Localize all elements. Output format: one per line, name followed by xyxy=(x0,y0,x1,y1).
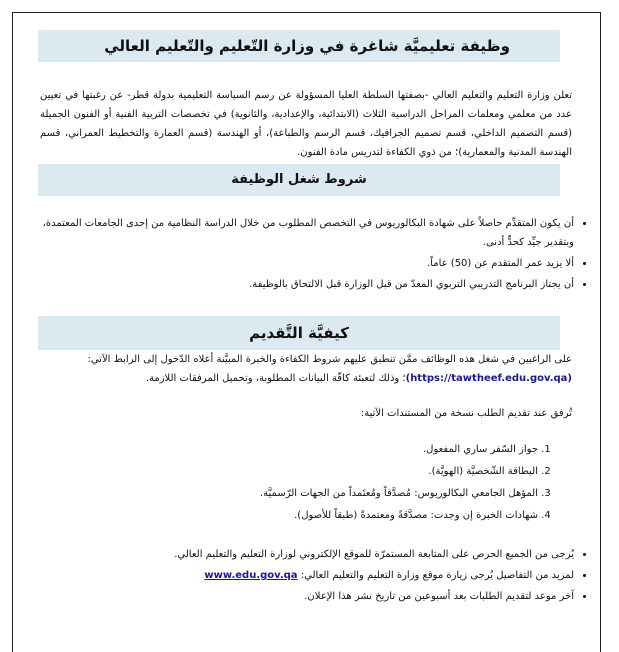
page-title: وظيفة تعليميَّة شاغرة في وزارة التّعليم والتّعليم العالي xyxy=(38,30,560,62)
requirements-list xyxy=(38,214,596,296)
note-item xyxy=(38,566,574,585)
requirement-item: • ألا يزيد عمر المتقدم عن (50) عاماً. xyxy=(38,254,574,273)
application-heading: كيفيَّة التَّقديم xyxy=(38,316,560,350)
notes-list xyxy=(38,545,596,608)
note-item: • آخر موعد لتقديم الطلبات بعد أسبوعين من تاريخ نشر هذا الإعلان. xyxy=(38,587,574,606)
application-paragraph xyxy=(40,350,572,388)
intro-paragraph: تعلن وزارة التعليم والتعليم العالي -بصفتها السلطة العليا المسؤولة عن رسم السياسة التعليمية بدولة قطر- عن رغبتها في تعيين عدد من معلمي ومعلمات المراحل الدراسية الثلاث (الابتدائية، والإعدادية، والثانوية) في تخصصات التربية الفنية أو الفنون الجميلة (قسم التصميم الداخلي، قسم تصميم الجرافيك، قسم الرسم والطباعة)، أو الهندسة (قسم العمارة والتخطيط العمراني، قسم الهندسة المدنية والمعمارية)؛ من ذوي الكفاءة لتدريس مادة الفنون. xyxy=(40,90,572,158)
document-item: 1. جواز السّفر ساري المفعول. xyxy=(38,440,538,459)
note-item: • يُرجى من الجميع الحرص على المتابعة المستمرّة للموقع الإلكتروني لوزارة التعليم والتعليم العالي. xyxy=(38,545,574,564)
edu-site-link[interactable]: www.edu.gov.qa xyxy=(204,570,298,581)
application-text: على الراغبين في شغل هذه الوظائف ممَّن تنطبق عليهم شروط الكفاءة والخبرة المبيَّنة أعلاه الدّخول إلى الرابط الآتي: xyxy=(87,354,572,365)
tawtheef-link[interactable]: (https://tawtheef.edu.gov.qa) xyxy=(405,373,572,384)
requirement-item: • أن يجتاز البرنامج التدريبي التربوي المعدّ من قبل الوزارة قبل الالتحاق بالوظيفة. xyxy=(38,275,574,294)
attachments-intro: تُرفق عند تقديم الطلب نسخة من المستندات الآتية: xyxy=(360,408,572,419)
application-text-after: ؛ وذلك لتعبئة كافّة البيانات المطلوبة، وتحميل المرفقات اللازمة. xyxy=(145,373,406,384)
note-text: لمزيد من التفاصيل يُرجى زيارة موقع وزارة التعليم والتعليم العالي: xyxy=(300,570,574,581)
requirement-item: • أن يكون المتقدِّم حاصلاً على شهادة البكالوريوس في التخصص المطلوب من خلال الدراسة النظامية من إحدى الجامعات المعتمدة، وبتقدير جيِّد كحدٍّ أدنى. xyxy=(38,214,574,252)
requirements-heading: شروط شغل الوظيفة xyxy=(38,164,560,196)
document-item: 3. المؤهل الجامعي البكالوريوس: مُصدَّقاً ومُعتَمداً من الجهات الرّسميَّة. xyxy=(38,484,538,503)
document-item: 2. البطاقة الشّخصيَّة (الهويَّة). xyxy=(38,462,538,481)
documents-list xyxy=(38,440,560,528)
document-item: 4. شهادات الخبرة إن وجدت: مصدَّقةً ومعتمدةً (طبقاً للأصول). xyxy=(38,506,538,525)
